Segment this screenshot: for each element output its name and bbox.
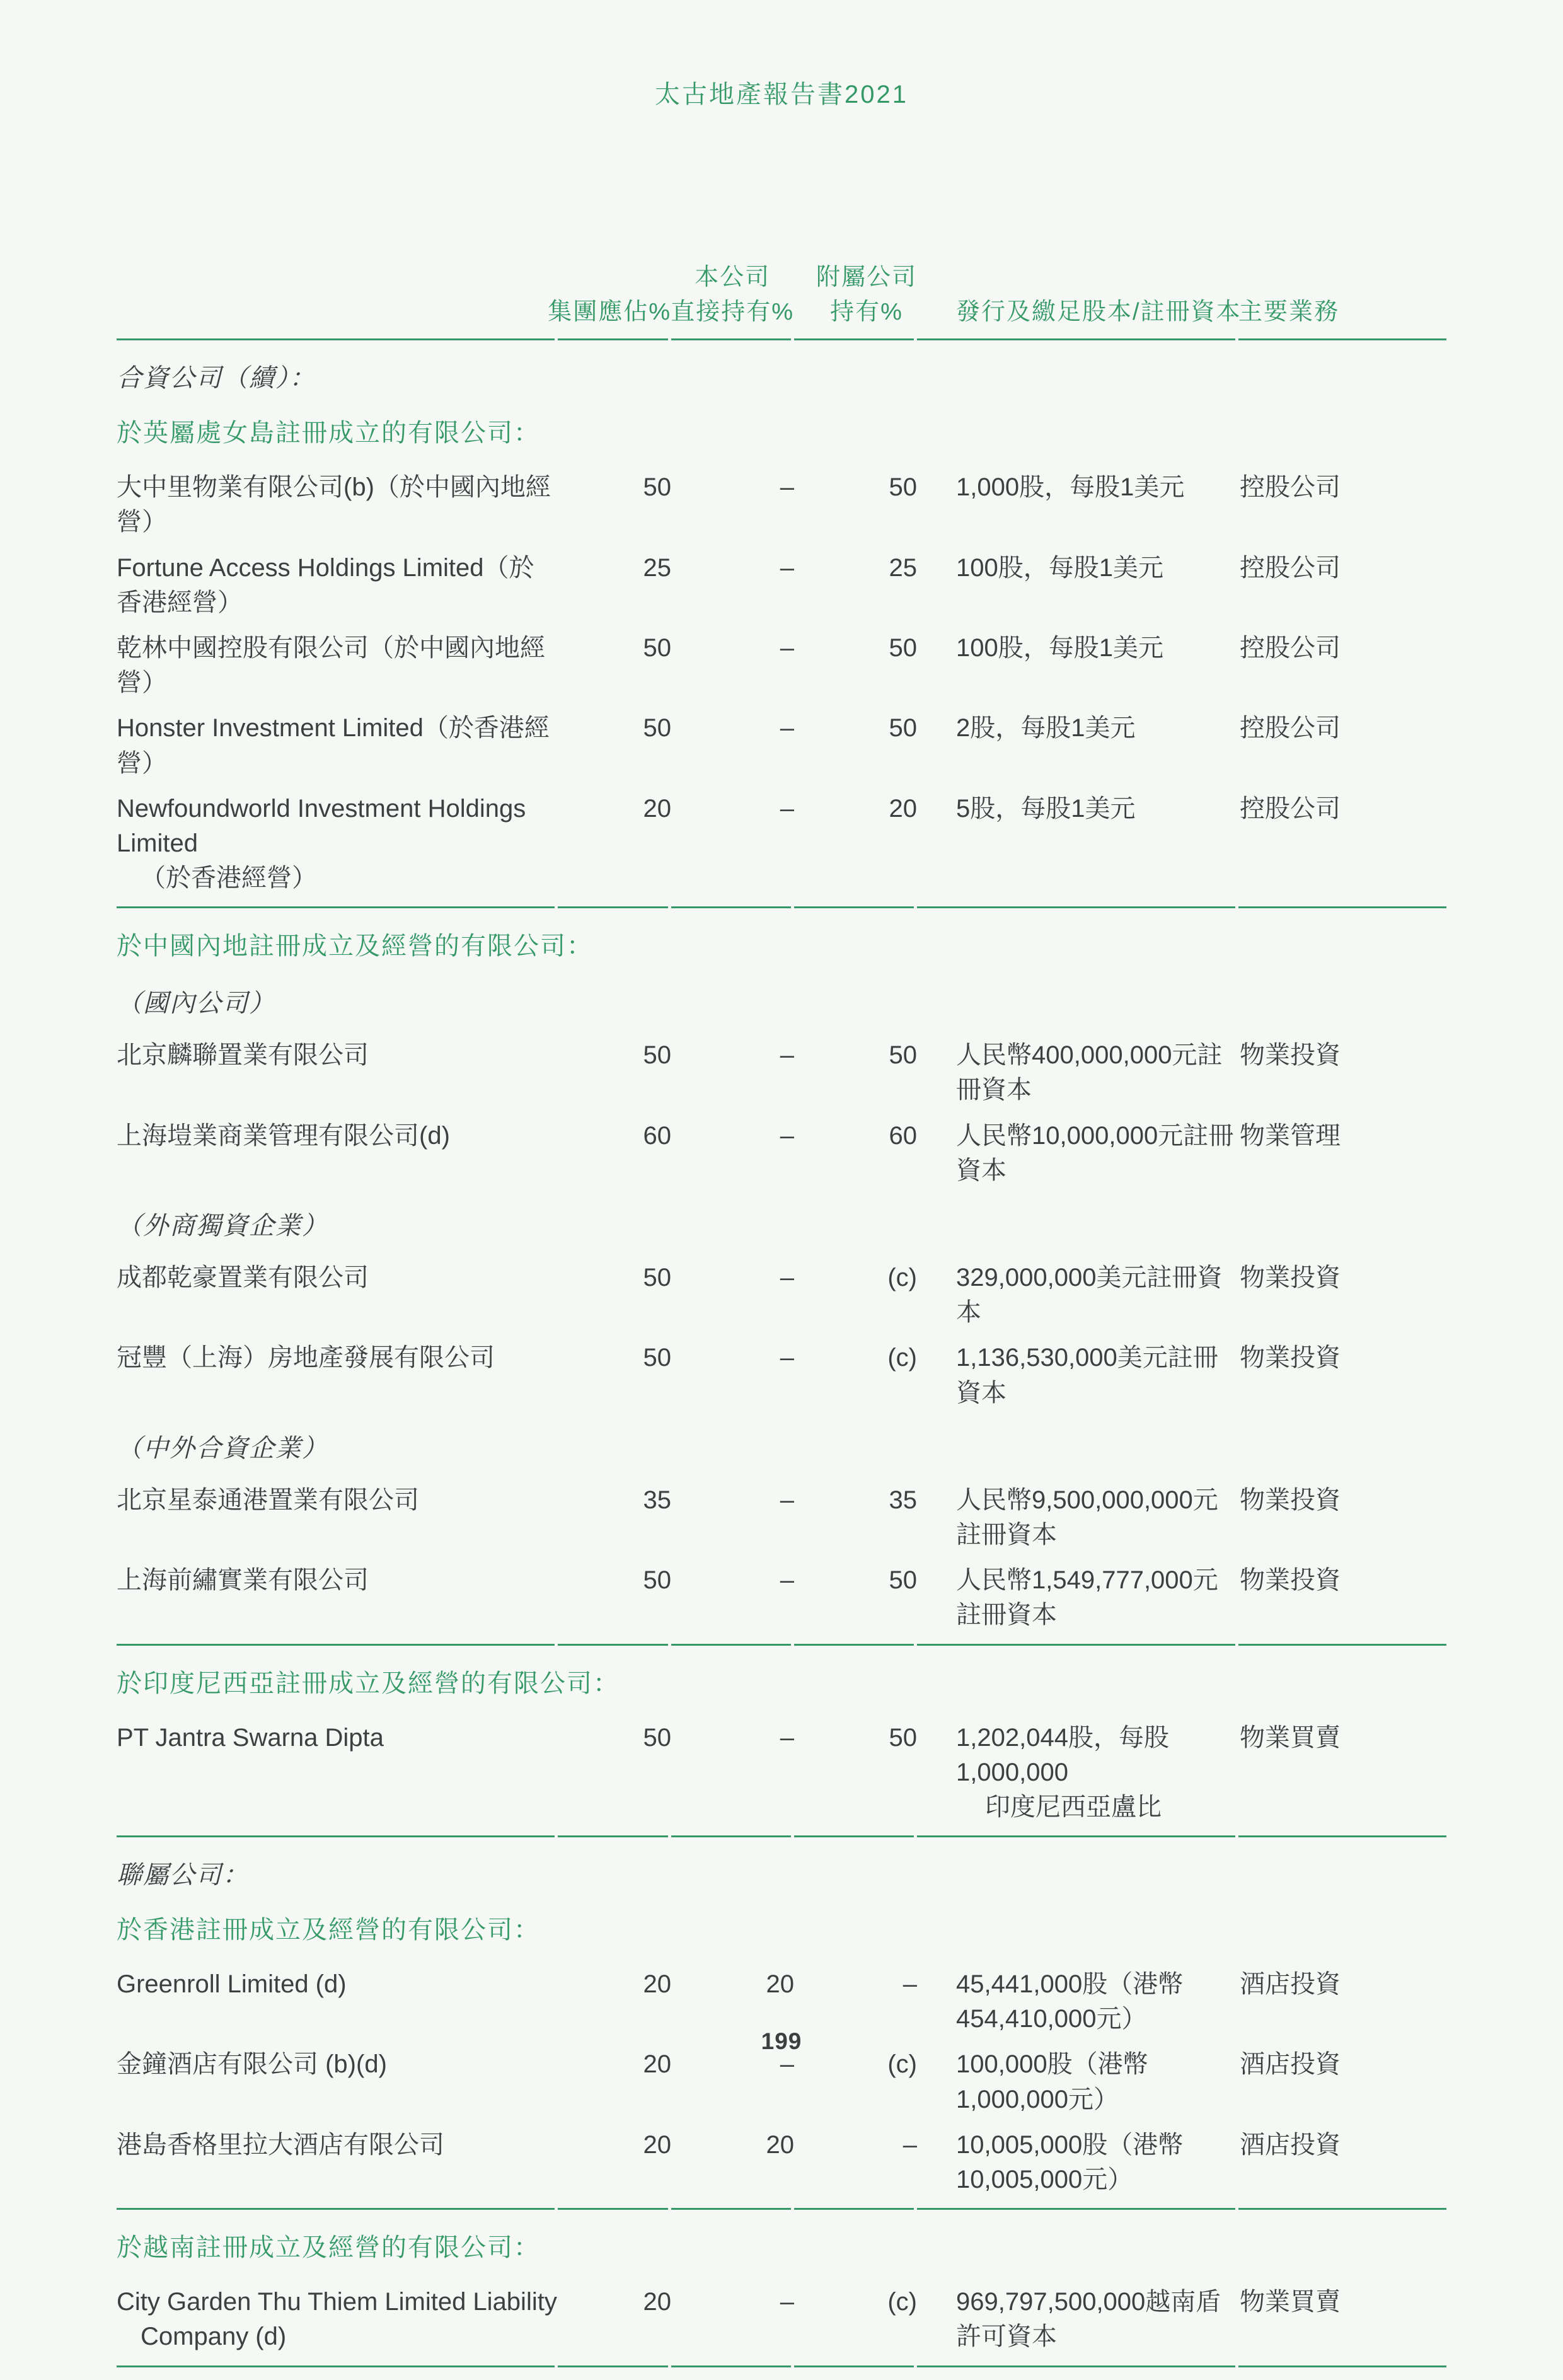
share-capital [917,1563,1238,1632]
share-capital [917,1038,1238,1107]
subsidiary-held-pct: 35 [889,1486,917,1514]
parent-direct-pct: – [780,794,794,823]
parent-direct-pct: 20 [766,1970,794,1999]
principal-activity: 物業管理 [1240,1121,1341,1150]
table-row [117,1967,1446,2036]
principal-activity: 物業投資 [1240,1344,1341,1372]
subsidiary-held-pct: (c) [887,2288,917,2316]
page-number: 199 [761,2028,802,2054]
parent-direct-pct: – [780,553,794,582]
group-share-pct: 20 [643,794,671,823]
parent-direct-pct: – [780,1264,794,1291]
section-label-italic: （中外合資企業） [117,1434,328,1462]
parent-direct-pct: – [780,1566,794,1595]
share-capital [917,1967,1238,2036]
table-row [117,2047,1446,2117]
share-capital-line: 人民幣9,500,000,000元註冊資本 [956,1486,1218,1549]
header-company-spacer [117,260,558,330]
group-share-pct: 50 [643,1566,671,1595]
section-divider [117,1644,1446,1646]
table-row [117,711,1446,780]
subsidiary-held-pct: – [903,1970,917,1999]
company-name-line: PT Jantra Swarna Dipta [117,1723,384,1752]
subsidiary-held-pct: 50 [889,1041,917,1070]
parent-direct-pct: – [780,1121,794,1150]
company-name-line: Fortune Access Holdings Limited（於香港經營） [117,553,534,616]
group-share-pct: 50 [643,714,671,742]
share-capital-line: 印度尼西亞盧比 [985,1793,1162,1821]
table-row [117,1119,1446,1188]
share-capital [917,1119,1238,1188]
share-capital [917,792,1238,826]
company-name [117,1721,558,1755]
share-capital [917,1721,1238,1825]
table-row [117,1721,1446,1825]
parent-direct-pct: – [780,473,794,502]
table-row [117,1341,1446,1410]
company-name-line: Newfoundworld Investment Holdings Limited [117,794,526,857]
table-row [117,1038,1446,1107]
parent-direct-pct: – [780,714,794,742]
principal-activity: 物業買賣 [1240,2288,1341,2316]
group-share-pct: 60 [643,1121,671,1150]
share-capital-line: 969,797,500,000越南盾許可資本 [956,2288,1221,2351]
section-label-green: 於香港註冊成立及經營的有限公司： [117,1916,540,1944]
header-principal-activity: 主要業務 [1238,299,1340,326]
share-capital [917,2285,1238,2354]
principal-activity: 物業買賣 [1240,1723,1341,1752]
table-row [117,551,1446,620]
principal-activity: 控股公司 [1240,633,1341,662]
table-row [117,2128,1446,2197]
company-name-line: 北京星泰通港置業有限公司 [117,1486,419,1514]
company-name-line: 上海前繡實業有限公司 [117,1566,369,1595]
company-name [117,792,558,896]
share-capital-line: 45,441,000股（港幣454,410,000元） [956,1970,1184,2033]
principal-activity: 物業投資 [1240,1486,1341,1514]
company-name [117,1119,558,1153]
subsidiary-held-pct: (c) [887,1264,917,1291]
subsidiary-held-pct: 50 [889,1723,917,1752]
company-name-line: 北京麟聯置業有限公司 [117,1041,369,1070]
share-capital [917,1261,1238,1330]
share-capital-line: 人民幣10,000,000元註冊資本 [956,1121,1234,1184]
share-capital-line: 1,136,530,000美元註冊資本 [956,1344,1218,1407]
parent-direct-pct: – [780,633,794,662]
group-share-pct: 35 [643,1486,671,1514]
section-label-green: 於越南註冊成立及經營的有限公司： [117,2234,540,2262]
company-name-line: 上海塏業商業管理有限公司(d) [117,1121,450,1150]
share-capital [917,551,1238,586]
header-parent-direct: 本公司 直接持有% [671,264,794,326]
group-share-pct: 25 [643,553,671,582]
company-name [117,551,558,620]
principal-activity: 酒店投資 [1240,2050,1341,2079]
table-body [117,358,1446,2367]
company-name-line: 港島香格里拉大酒店有限公司 [117,2130,444,2159]
table-row [117,1563,1446,1632]
parent-direct-pct: – [780,1486,794,1514]
table-row [117,470,1446,540]
group-share-pct: 50 [643,1344,671,1372]
group-share-pct: 20 [643,1970,671,1999]
principal-activity: 物業投資 [1240,1041,1341,1070]
section-label-italic: （國內公司） [117,990,275,1018]
section-divider [117,2208,1446,2210]
principal-activity: 控股公司 [1240,553,1341,582]
company-name-line: Honster Investment Limited（於香港經營） [117,714,550,777]
share-capital-line: 1,202,044股，每股1,000,000 [956,1723,1169,1786]
share-capital-line: 5股，每股1美元 [956,794,1136,823]
subsidiary-held-pct: (c) [887,1344,917,1372]
principal-activity: 酒店投資 [1240,2130,1341,2159]
company-name-line: （於香港經營） [141,864,317,893]
share-capital-line: 100股，每股1美元 [956,633,1163,662]
subsidiary-held-pct: – [903,2130,917,2159]
share-capital [917,2047,1238,2117]
share-capital-line: 10,005,000股（港幣10,005,000元） [956,2130,1184,2193]
subsidiary-held-pct: 50 [889,714,917,742]
company-name [117,1967,558,2002]
section-label-italic: 聯屬公司： [117,1861,249,1890]
report-title: 太古地產報告書2021 [655,81,908,108]
group-share-pct: 50 [643,473,671,502]
group-share-pct: 50 [643,1041,671,1070]
company-name-line: 成都乾豪置業有限公司 [117,1264,369,1291]
principal-activity: 物業投資 [1240,1264,1341,1291]
company-name-line: Company (d) [141,2323,287,2351]
section-divider [117,1835,1446,1837]
subsidiary-held-pct: (c) [887,2050,917,2079]
company-name [117,1341,558,1375]
header-rule [117,338,1446,340]
subsidiary-held-pct: 50 [889,473,917,502]
parent-direct-pct: – [780,1344,794,1372]
group-share-pct: 20 [643,2130,671,2159]
principal-activity: 控股公司 [1240,714,1341,742]
principal-activity: 控股公司 [1240,794,1341,823]
section-divider [117,2366,1446,2367]
principal-activity: 酒店投資 [1240,1970,1341,1999]
group-share-pct: 50 [643,633,671,662]
company-name [117,470,558,540]
company-name [117,1563,558,1598]
table-row [117,631,1446,700]
company-name [117,711,558,780]
table-row [117,1261,1446,1330]
company-name-line: 金鐘酒店有限公司 (b)(d) [117,2050,387,2079]
subsidiary-held-pct: 25 [889,553,917,582]
section-label-italic: 合資公司（續）： [117,364,316,393]
company-name [117,1261,558,1295]
section-label-italic: （外商獨資企業） [117,1212,328,1240]
subsidiary-held-pct: 20 [889,794,917,823]
share-capital-line: 人民幣1,549,777,000元註冊資本 [956,1566,1218,1629]
principal-activity: 物業投資 [1240,1566,1341,1595]
share-capital-line: 329,000,000美元註冊資本 [956,1264,1223,1327]
header-group-share: 集團應佔% [548,299,671,326]
share-capital-line: 人民幣400,000,000元註冊資本 [956,1041,1223,1104]
section-label-green: 於中國內地註冊成立及經營的有限公司： [117,932,593,961]
group-share-pct: 50 [643,1264,671,1291]
company-name [117,631,558,700]
parent-direct-pct: – [780,2288,794,2316]
group-share-pct: 20 [643,2288,671,2316]
group-share-pct: 20 [643,2050,671,2079]
share-capital-line: 100股，每股1美元 [956,553,1163,582]
subsidiary-held-pct: 60 [889,1121,917,1150]
share-capital [917,1341,1238,1410]
company-name-line: City Garden Thu Thiem Limited Liability [117,2288,557,2316]
section-label-green: 於印度尼西亞註冊成立及經營的有限公司： [117,1669,620,1697]
share-capital-line: 1,000股，每股1美元 [956,473,1185,502]
company-name [117,1483,558,1518]
parent-direct-pct: – [780,1041,794,1070]
parent-direct-pct: 20 [766,2130,794,2159]
parent-direct-pct: – [780,1723,794,1752]
company-name [117,2128,558,2163]
share-capital [917,2128,1238,2197]
share-capital [917,711,1238,746]
table-header-row [117,260,1446,338]
table-row [117,2285,1446,2354]
principal-activity: 控股公司 [1240,473,1341,502]
company-name-line: 大中里物業有限公司(b)（於中國內地經營） [117,473,551,536]
share-capital-line: 100,000股（港幣1,000,000元） [956,2050,1148,2113]
company-name-line: 乾林中國控股有限公司（於中國內地經營） [117,633,545,697]
share-capital [917,470,1238,505]
share-capital-line: 2股，每股1美元 [956,714,1136,742]
table-row [117,1483,1446,1552]
company-name-line: 冠豐（上海）房地產發展有限公司 [117,1344,495,1372]
share-capital [917,631,1238,666]
header-share-capital: 發行及繳足股本/註冊資本 [956,299,1242,326]
company-name-line: Greenroll Limited (d) [117,1970,347,1999]
share-capital [917,1483,1238,1552]
group-share-pct: 50 [643,1723,671,1752]
parent-direct-pct: – [780,2050,794,2079]
section-label-green: 於英屬處女島註冊成立的有限公司： [117,419,540,448]
header-subsidiary-held: 附屬公司 持有% [816,264,917,326]
table-row [117,792,1446,896]
section-divider [117,906,1446,908]
subsidiary-held-pct: 50 [889,1566,917,1595]
company-name [117,2285,558,2354]
company-name [117,1038,558,1073]
subsidiary-held-pct: 50 [889,633,917,662]
